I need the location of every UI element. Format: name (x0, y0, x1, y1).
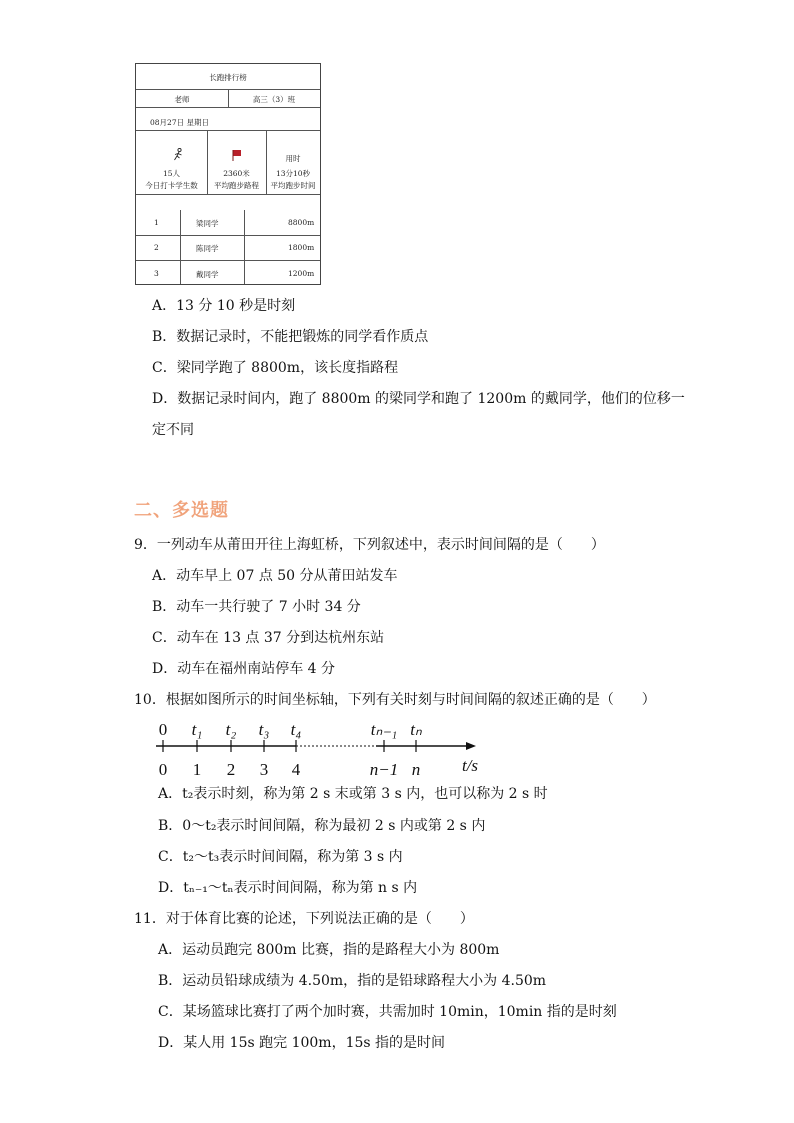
axis-bottom-label: 2 (226, 760, 236, 779)
class-label: 高三（3）班 (252, 95, 296, 104)
q8-option-d-cont: 定不同 (152, 422, 194, 438)
q10-stem: 10．根据如图所示的时间坐标轴，下列有关时刻与时间间隔的叙述正确的是（ ） (134, 692, 656, 708)
rank-number: 3 (154, 269, 159, 278)
axis-top-label: t₄ (290, 720, 302, 739)
q8-option-b: B．数据记录时，不能把锻炼的同学看作质点 (152, 329, 429, 345)
q10-option-d: D．tₙ₋₁～tₙ表示时间间隔，称为第 n s 内 (158, 880, 418, 896)
runner-icon (172, 148, 184, 162)
q8-option-c: C．梁同学跑了 8800m，该长度指路程 (152, 360, 399, 376)
divider (136, 260, 320, 261)
divider (136, 107, 320, 108)
q9-option-b: B．动车一共行驶了 7 小时 34 分 (152, 599, 361, 615)
stat-value: 2360米 (223, 169, 250, 178)
q9-option-d: D．动车在福州南站停车 4 分 (152, 661, 336, 677)
q10-option-c: C．t₂～t₃表示时间间隔，称为第 3 s 内 (158, 849, 403, 865)
q9-stem: 9．一列动车从莆田开往上海虹桥，下列叙述中，表示时间间隔的是（ ） (134, 537, 605, 553)
axis-bottom-label: 4 (291, 760, 301, 779)
card-title: 长跑排行榜 (209, 73, 247, 82)
q10-option-a: A．t₂表示时刻，称为第 2 s 末或第 3 s 内，也可以称为 2 s 时 (158, 786, 548, 802)
q9-option-c: C．动车在 13 点 37 分到达杭州东站 (152, 630, 385, 646)
axis-bottom-label: n−1 (369, 760, 399, 779)
axis-top-label: tₙ (410, 720, 422, 739)
axis-top-label: t₃ (258, 720, 270, 739)
leaderboard-card (135, 63, 321, 285)
axis-bottom-label: n (411, 760, 421, 779)
card-date: 08月27日 星期日 (150, 118, 209, 127)
axis-top-label: tₙ₋₁ (370, 720, 398, 739)
rank-distance: 1200m (288, 269, 315, 278)
rank-name: 梁同学 (196, 219, 219, 228)
axis-unit: t/s (461, 756, 479, 775)
q11-option-d: D．某人用 15s 跑完 100m，15s 指的是时间 (158, 1035, 446, 1051)
q8-option-d: D．数据记录时间内，跑了 8800m 的梁同学和跑了 1200m 的戴同学，他们的位移一 (152, 391, 685, 407)
stat-value: 15人 (162, 169, 181, 178)
axis-top-label: 0 (158, 720, 168, 739)
axis-bottom-label: 3 (259, 760, 269, 779)
q9-option-a: A．动车早上 07 点 50 分从莆田站发车 (152, 568, 398, 584)
rank-number: 1 (154, 218, 159, 227)
flag-icon (231, 149, 243, 162)
stat-head: 用时 (285, 154, 301, 163)
axis-top-label: t₁ (191, 720, 203, 739)
q8-option-a: A．13 分 10 秒是时刻 (152, 298, 296, 314)
rank-name: 陈同学 (196, 244, 219, 253)
q11-option-c: C．某场篮球比赛打了两个加时赛，共需加时 10min，10min 指的是时刻 (158, 1004, 617, 1020)
time-axis-figure (140, 715, 500, 781)
q11-stem: 11．对于体育比赛的论述，下列说法正确的是（ ） (134, 911, 474, 927)
stat-value: 13分10秒 (275, 169, 311, 178)
rank-name: 戴同学 (196, 270, 219, 279)
q10-option-b: B．0～t₂表示时间间隔，称为最初 2 s 内或第 2 s 内 (158, 818, 486, 834)
stat-label: 平均跑步时间 (270, 181, 316, 190)
stat-label: 平均跑步路程 (214, 181, 259, 190)
q11-option-a: A．运动员跑完 800m 比赛，指的是路程大小为 800m (158, 942, 500, 958)
axis-bottom-label: 0 (158, 760, 168, 779)
axis-top-label: t₂ (225, 720, 237, 739)
q11-option-b: B．运动员铅球成绩为 4.50m，指的是铅球路程大小为 4.50m (158, 973, 547, 989)
teacher-label: 老师 (174, 95, 190, 104)
rank-distance: 8800m (288, 218, 315, 227)
divider (136, 130, 320, 131)
axis-bottom-label: 1 (192, 760, 202, 779)
divider (136, 194, 320, 195)
divider (136, 235, 320, 236)
section-title: 二、多选题 (134, 500, 229, 521)
rank-number: 2 (154, 243, 159, 252)
axis-arrow (466, 742, 476, 750)
divider (180, 210, 181, 284)
divider (244, 210, 245, 284)
rank-distance: 1800m (288, 243, 315, 252)
stat-label: 今日打卡学生数 (145, 181, 198, 190)
